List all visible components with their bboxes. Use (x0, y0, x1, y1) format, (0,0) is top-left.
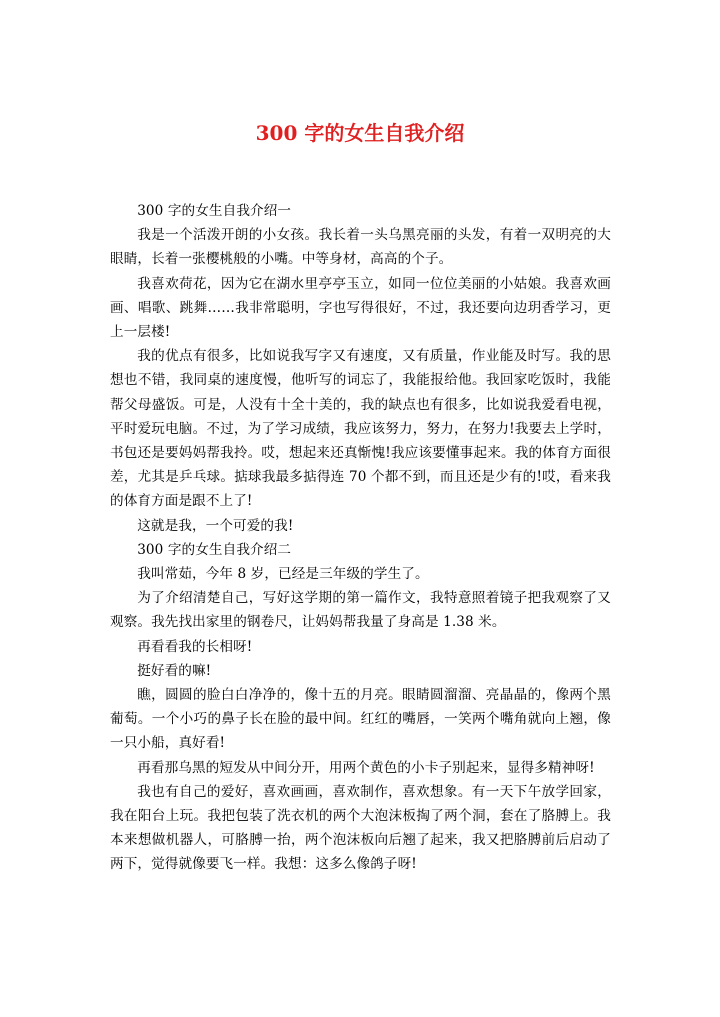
paragraph: 我也有自己的爱好，喜欢画画，喜欢制作，喜欢想象。有一天下午放学回家，我在阳台上玩。我把包装了洗衣机的两个大泡沫板掏了两个洞，套在了胳膊上。我本来想做机器人，可胳膊一抬，两个泡沫板向后翘了起来，我又把胳膊前后启动了两下，觉得就像要飞一样。我想：这多么像鸽子呀! (110, 783, 611, 873)
paragraph: 我的优点有很多，比如说我写字又有速度，又有质量，作业能及时写。我的思想也不错，我同桌的速度慢，他听写的词忘了，我能报给他。我回家吃饭时，我能帮父母盛饭。可是，人没有十全十美的，我的缺点也有很多，比如说我爱看电视，平时爱玩电脑。不过，为了学习成绩，我应该努力，努力，在努力!我要去上学时，书包还是要妈妈帮我拎。哎，想起来还真惭愧!我应该要懂事起来。我的体育方面很差，尤其是乒乓球。掂球我最多掂得连 70 个都不到，而且还是少有的!哎，看来我的体育方面是跟不上了! (110, 348, 611, 510)
paragraph: 再看那乌黑的短发从中间分开，用两个黄色的小卡子别起来，显得多精神呀! (137, 759, 595, 776)
paragraph: 我叫常茹，今年 8 岁，已经是三年级的学生了。 (137, 566, 429, 583)
section-heading-2: 300 字的女生自我介绍二 (137, 541, 292, 558)
document-title: 300 字的女生自我介绍 (255, 121, 465, 145)
section-heading-1: 300 字的女生自我介绍一 (137, 203, 292, 219)
paragraph: 我是一个活泼开朗的小女孩。我长着一头乌黑亮丽的头发，有着一双明亮的大眼睛，长着一张樱桃般的小嘴。中等身材，高高的个子。 (110, 227, 611, 268)
paragraph: 为了介绍清楚自己，写好这学期的第一篇作文，我特意照着镜子把我观察了又观察。我先找出家里的钢卷尺，让妈妈帮我量了身高是 1.38 米。 (110, 590, 611, 631)
paragraph: 再看看我的长相呀! (137, 638, 253, 655)
document-body (110, 199, 611, 877)
paragraph: 这就是我，一个可爱的我! (137, 517, 294, 534)
paragraph: 我喜欢荷花，因为它在湖水里亭亭玉立，如同一位位美丽的小姑娘。我喜欢画画、唱歌、跳舞……我非常聪明，字也写得很好，不过，我还要向边玥香学习，更上一层楼! (110, 275, 611, 341)
paragraph: 瞧，圆圆的脸白白净净的，像十五的月亮。眼睛圆溜溜、亮晶晶的，像两个黑葡萄。一个小巧的鼻子长在脸的最中间。红红的嘴唇，一笑两个嘴角就向上翘，像一只小船，真好看! (110, 687, 611, 752)
paragraph: 挺好看的嘛! (137, 662, 212, 679)
